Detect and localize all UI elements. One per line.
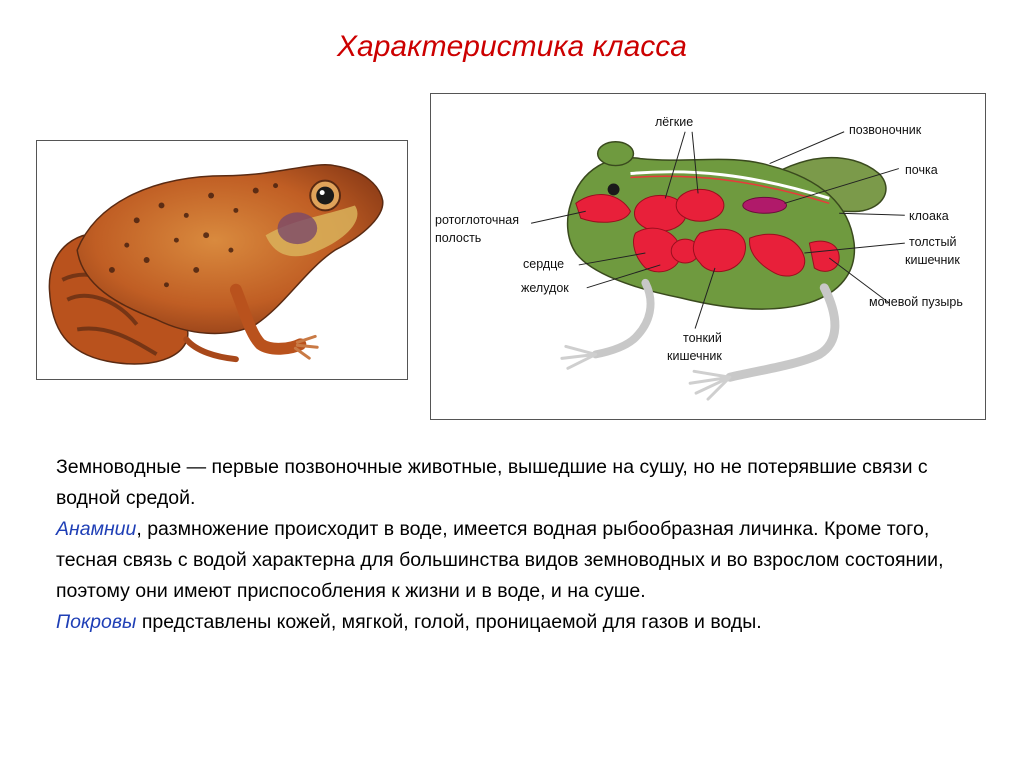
- frog-anatomy-frame: [430, 93, 986, 420]
- label-cloaca: клоака: [909, 209, 949, 223]
- paragraph-integument-text: представлены кожей, мягкой, голой, проницаемой для газов и воды.: [136, 611, 762, 633]
- label-small-intestine-1: тонкий: [683, 331, 722, 345]
- label-large-intestine-1: толстый: [909, 235, 957, 249]
- frog-anatomy-diagram: [431, 94, 985, 419]
- label-spine: позвоночник: [849, 123, 922, 137]
- paragraph-intro: Земноводные — первые позвоночные животные, вышедшие на сушу, но не потерявшие связи с водной средой.: [56, 456, 928, 509]
- label-small-intestine-2: кишечник: [667, 349, 722, 363]
- label-large-intestine-2: кишечник: [905, 253, 960, 267]
- frog-photo-frame: [36, 140, 408, 380]
- label-kidney: почка: [905, 163, 938, 177]
- label-bladder: мочевой пузырь: [869, 295, 963, 309]
- frog-illustration: [37, 141, 407, 379]
- paragraph-integument: [56, 607, 976, 638]
- term-integument: Покровы: [56, 611, 137, 633]
- label-stomach: желудок: [521, 281, 569, 295]
- label-lungs: лёгкие: [655, 115, 694, 129]
- label-oropharynx-1: ротоглоточная: [435, 213, 519, 227]
- label-heart: сердце: [523, 257, 565, 271]
- body-text: [56, 452, 976, 638]
- paragraph-anamnia-text: , размножение происходит в воде, имеется водная рыбообразная личинка. Кроме того, тесная связь с водой характерна для большинства видов земноводных и во взрослом состоянии, поэтому они имеют приспособления к жизни и в воде, и на суше.: [56, 518, 944, 602]
- label-oropharynx-2: полость: [435, 231, 482, 245]
- slide-title: Характеристика класса: [337, 30, 687, 63]
- paragraph-anamnia: [56, 514, 976, 607]
- term-anamnia: Анамнии: [56, 518, 137, 540]
